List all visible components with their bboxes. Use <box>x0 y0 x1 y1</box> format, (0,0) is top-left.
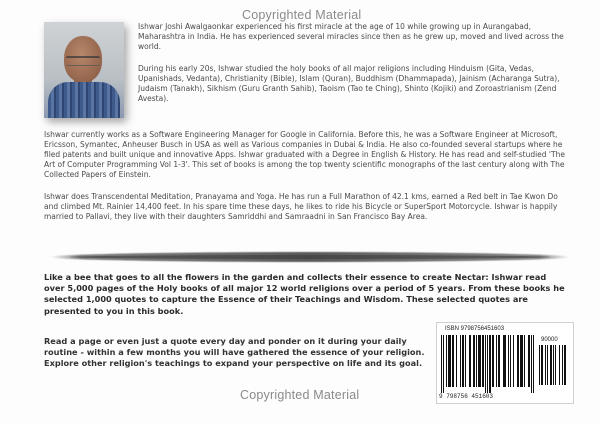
isbn-barcode <box>436 322 574 404</box>
watermark-bottom: Copyrighted Material <box>240 388 360 402</box>
bio-paragraph-hobbies: Ishwar does Transcendental Meditation, Pranayama and Yoga. He has run a Full Marathon of 42.1 kms, earned a Red belt in Tae Kwon Do and climbed Mt. Rainier 14,400 feet. In his spare time these days, he likes to ride his Bicycle or SuperSport Motorcycle. Ishwar is happily married to Pallavi, they live with their daughters Samriddhi and Samraadni in San Francisco Bay Area. <box>44 192 558 222</box>
watermark-top: Copyrighted Material <box>242 8 362 22</box>
bio-paragraph-studies: During his early 20s, Ishwar studied the holy books of all major religions including Hinduism (Gita, Vedas, Upanishads, Vedanta), Christianity (Bible), Islam (Quran), Buddhism (Dhammapada), Jainism (Acharanga Sutra), Judaism (Tanakh), Sikhism (Guru Granth Sahib), Taoism (Tao te Ching), Shinto (Kojiki) and Zoroastrianism (Zend Avesta). <box>138 64 560 104</box>
barcode-icon <box>441 335 537 393</box>
author-photo <box>44 22 124 118</box>
bio-paragraph-career: Ishwar currently works as a Software Engineering Manager for Google in California. Before this, he was a Software Engineer at Microsoft, Ericsson, Symantec, Anheuser Busch in USA as well as Various companies in Dubai & India. He also co-founded several startups where he filed patents and built unique and innovative Apps. Ishwar graduated with a Degree in English & History. He has read and self-studied 'The Art of Computer Programming Vol 1-3'. This set of books is among the top twenty scientific monographs of the last century along with The Collected Papers of Einstein. <box>44 130 565 180</box>
book-blurb: Like a bee that goes to all the flowers in the garden and collects their essence to create Nectar: Ishwar read over 5,000 pages of the Holy books of all major 12 world religions over a period of 5 years. From these books he selected 1,000 quotes to capture the Essence of their Teachings and Wisdom. These selected quotes are presented to you in this book. <box>44 272 565 316</box>
isbn-label: ISBN 9798756451603 <box>445 326 505 332</box>
price-barcode-icon <box>539 345 569 391</box>
brush-stroke-divider-core <box>70 255 550 259</box>
reading-instructions: Read a page or even just a quote every day and ponder on it during your daily routine - within a few months you will have gathered the essence of your religion. Explore other religion's teachings to expand your perspective on life and its goal. <box>44 336 425 369</box>
price-code: 90000 <box>541 337 558 343</box>
bio-paragraph-miracle: Ishwar Joshi Awalgaonkar experienced his first miracle at the age of 10 while growing up in Aurangabad, Maharashtra in India. He has experienced several miracles since then as he grew up, moved and lived across the world. <box>138 22 564 52</box>
barcode-digits: 9 798756 451603 <box>439 393 494 400</box>
